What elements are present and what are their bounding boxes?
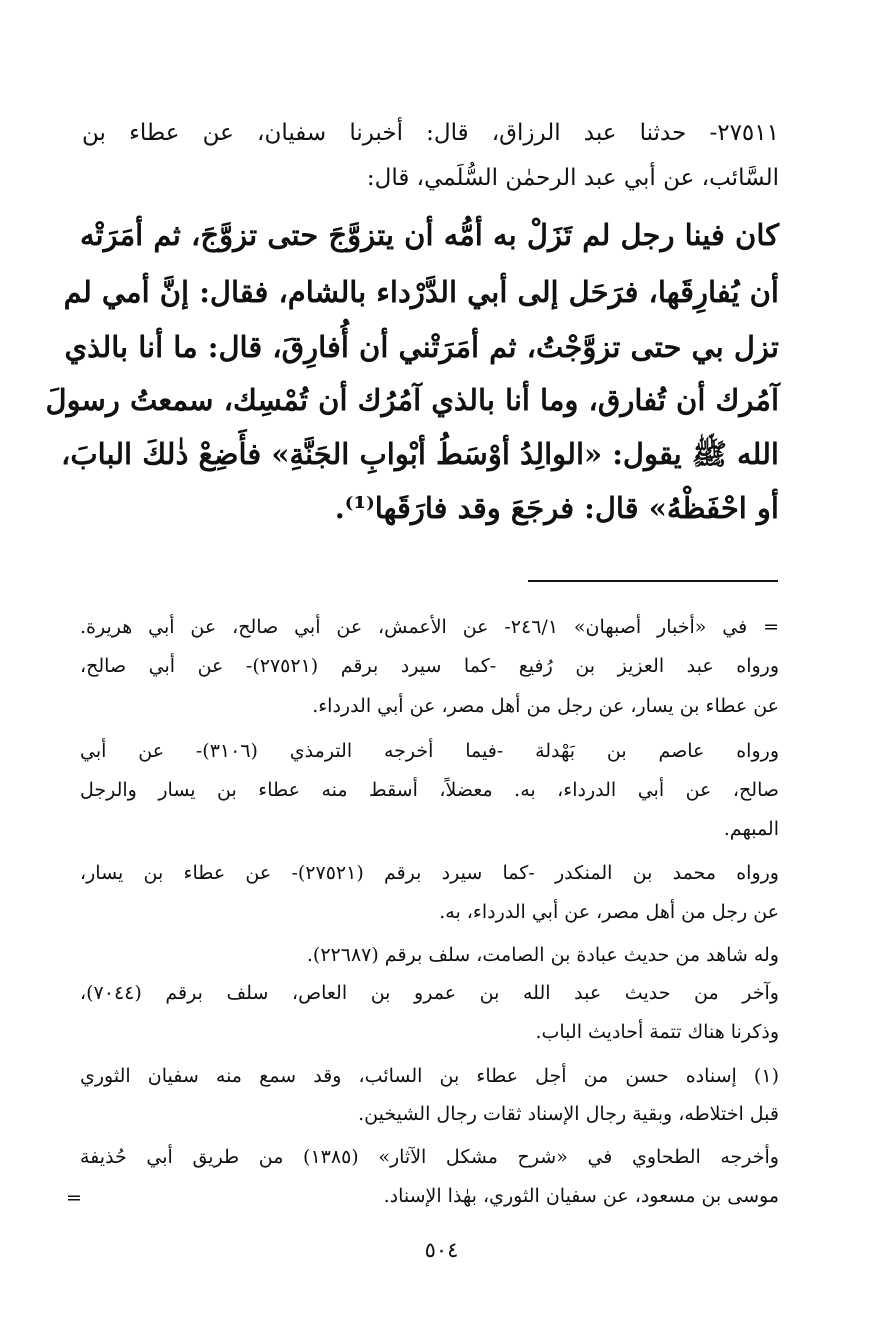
continuation-mark: = xyxy=(66,1187,82,1209)
footnote-line: وآخر من حديث عبد الله بن عمرو بن العاص، سلف برقم (٧٠٤٤)، xyxy=(80,982,779,1004)
footnote-line: ورواه عاصم بن بَهْدلة -فيما أخرجه الترمذي (٣١٠٦)- عن أبي xyxy=(80,740,779,762)
matn-line: أن يُفارِقَها، فرَحَل إلى أبي الدَّرْداء بالشام، فقال: إنَّ أمي لم xyxy=(63,275,779,309)
footnote-line: = في «أخبار أصبهان» ٢٤٦/١- عن الأعمش، عن أبي صالح، عن أبي هريرة. xyxy=(80,616,779,638)
footnote-line: عن رجل من أهل مصر، عن أبي الدرداء، به. xyxy=(439,901,779,923)
footnote-line: وأخرجه الطحاوي في «شرح مشكل الآثار» (١٣٨٥) من طريق أبي حُذيفة xyxy=(80,1146,779,1168)
footnote-line: عن عطاء بن يسار، عن رجل من أهل مصر، عن أبي الدرداء. xyxy=(312,695,779,717)
footnote-line: (١) إسناده حسن من أجل عطاء بن السائب، وقد سمع منه سفيان الثوري xyxy=(80,1065,779,1087)
footnote-line: موسى بن مسعود، عن سفيان الثوري، بهٰذا الإسناد. xyxy=(383,1185,779,1207)
matn-line: تزل بي حتى تزوَّجْتُ، ثم أمَرَتْني أن أُفارِقَ، قال: ما أنا بالذي xyxy=(64,330,779,364)
isnad-line: السَّائب، عن أبي عبد الرحمٰن السُّلَمي، قال: xyxy=(366,165,779,191)
matn-line: كان فينا رجل لم تَزَلْ به أمُّه أن يتزوَّجَ حتى تزوَّجَ، ثم أمَرَتْه xyxy=(80,218,779,252)
footnote-line: قبل اختلاطه، وبقية رجال الإسناد ثقات رجال الشيخين. xyxy=(358,1103,779,1125)
footnote-line: المبهم. xyxy=(723,818,779,840)
footnote-separator xyxy=(528,580,778,582)
footnote-line: ورواه محمد بن المنكدر -كما سيرد برقم (٢٧٥٢١)- عن عطاء بن يسار، xyxy=(80,862,779,884)
footnote-line: صالح، عن أبي الدرداء، به. معضلاً، أسقط منه عطاء بن يسار والرجل xyxy=(80,779,779,801)
isnad-line: ٢٧٥١١- حدثنا عبد الرزاق، قال: أخبرنا سفيان، عن عطاء بن xyxy=(82,120,779,146)
matn-line: أو احْفَظْهُ» قال: فرجَعَ وقد فارَقَها⁽¹⁾. xyxy=(334,491,779,525)
footnote-line: وله شاهد من حديث عبادة بن الصامت، سلف برقم (٢٢٦٨٧). xyxy=(306,944,779,966)
matn-line: آمُرك أن تُفارق، وما أنا بالذي آمُرُك أن تُمْسِك، سمعتُ رسولَ xyxy=(45,383,779,417)
page-number: ٥٠٤ xyxy=(424,1238,459,1262)
footnote-line: وذكرنا هناك تتمة أحاديث الباب. xyxy=(535,1021,779,1043)
matn-line: الله ﷺ يقول: «الوالِدُ أوْسَطُ أبْوابِ الجَنَّةِ» فأَضِعْ ذٰلكَ البابَ، xyxy=(60,437,779,471)
footnote-line: ورواه عبد العزيز بن رُفيع -كما سيرد برقم (٢٧٥٢١)- عن أبي صالح، xyxy=(80,655,779,677)
